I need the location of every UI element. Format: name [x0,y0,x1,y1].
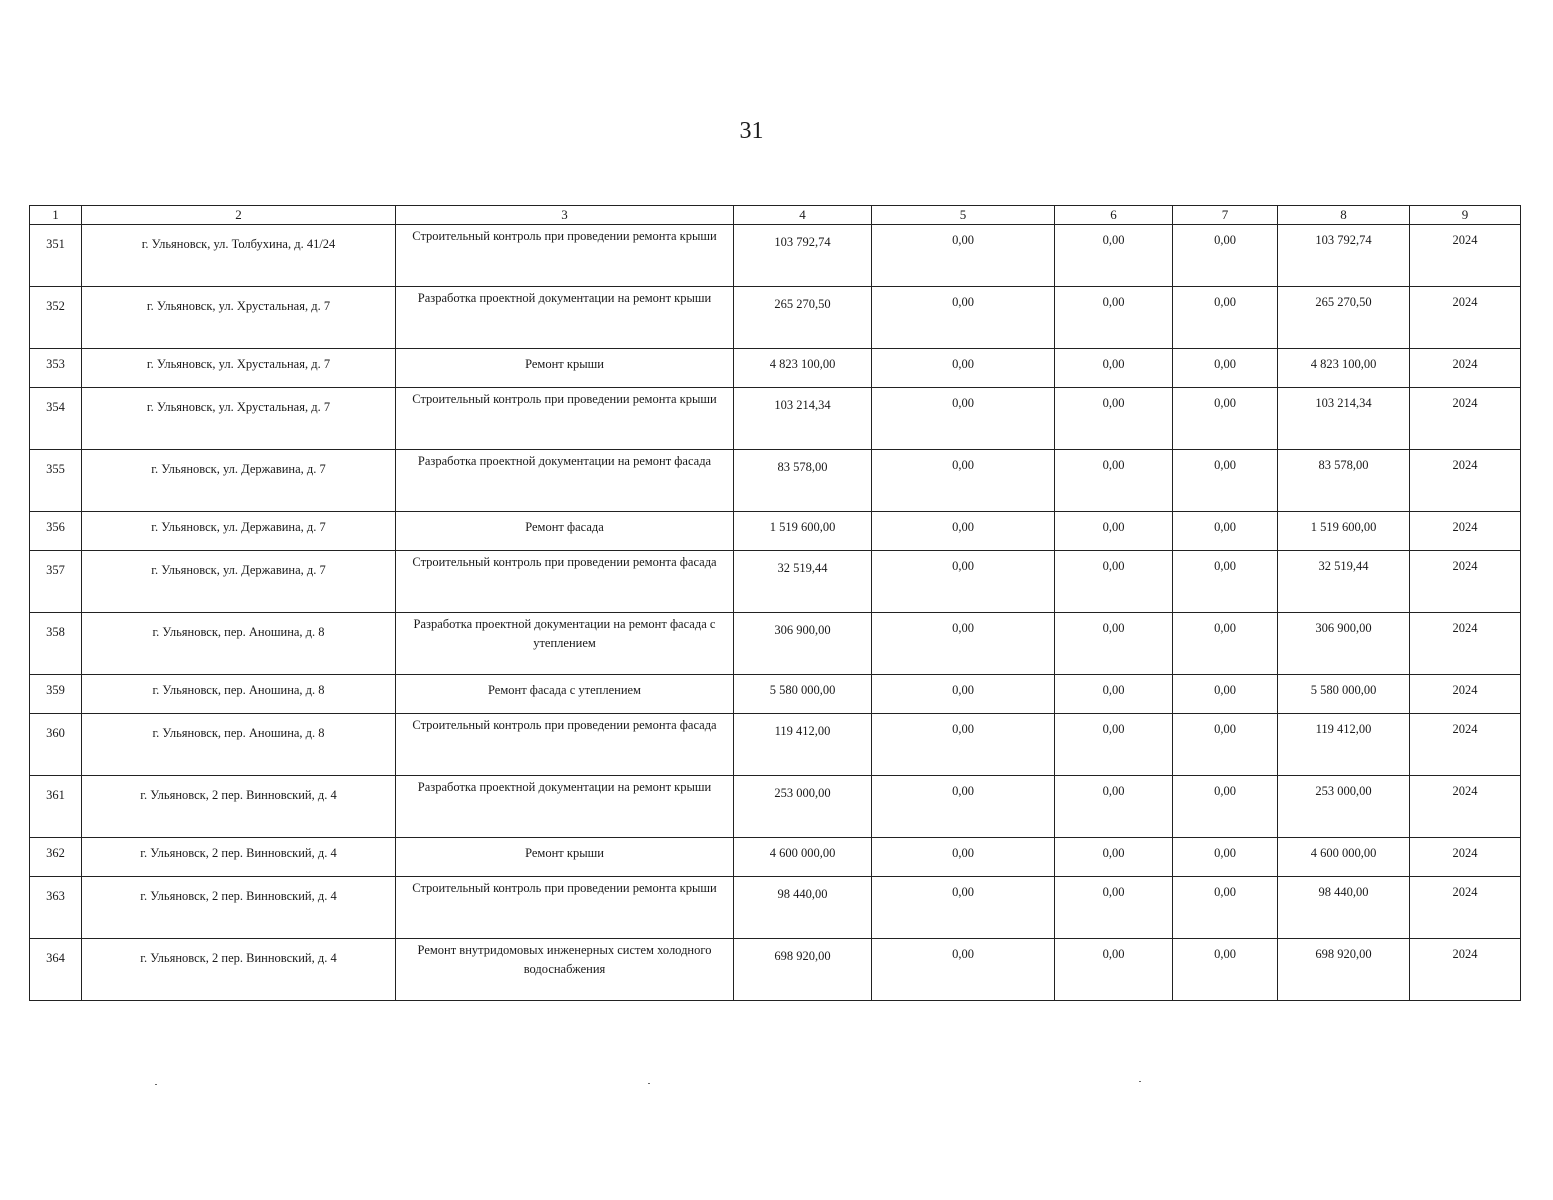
row-col-6: 0,00 [1055,939,1173,1001]
row-year: 2024 [1410,388,1521,450]
row-col-4: 4 823 100,00 [734,349,872,388]
table-row [30,877,1521,939]
row-number: 360 [30,714,82,776]
row-col-8: 98 440,00 [1278,877,1410,939]
row-col-8: 4 823 100,00 [1278,349,1410,388]
row-col-5: 0,00 [872,675,1055,714]
works-table-container [29,205,1520,1001]
row-col-4: 1 519 600,00 [734,512,872,551]
row-col-7: 0,00 [1173,613,1278,675]
row-col-7: 0,00 [1173,551,1278,613]
row-col-6: 0,00 [1055,877,1173,939]
row-col-5: 0,00 [872,388,1055,450]
table-row [30,287,1521,349]
table-row [30,939,1521,1001]
row-year: 2024 [1410,551,1521,613]
row-col-5: 0,00 [872,776,1055,838]
row-number: 357 [30,551,82,613]
row-col-7: 0,00 [1173,877,1278,939]
row-work-type: Строительный контроль при проведении ремонта фасада [396,551,734,613]
row-col-7: 0,00 [1173,450,1278,512]
row-year: 2024 [1410,939,1521,1001]
row-col-6: 0,00 [1055,450,1173,512]
row-col-4: 32 519,44 [734,551,872,613]
row-work-type: Разработка проектной документации на ремонт крыши [396,287,734,349]
row-work-type: Разработка проектной документации на ремонт фасада с утеплением [396,613,734,675]
table-row [30,776,1521,838]
table-row [30,675,1521,714]
row-col-5: 0,00 [872,551,1055,613]
row-col-4: 253 000,00 [734,776,872,838]
row-col-7: 0,00 [1173,776,1278,838]
row-col-7: 0,00 [1173,287,1278,349]
header-col-9: 9 [1410,206,1521,225]
row-col-4: 4 600 000,00 [734,838,872,877]
row-col-5: 0,00 [872,225,1055,287]
row-year: 2024 [1410,287,1521,349]
row-work-type: Ремонт крыши [396,838,734,877]
table-row [30,551,1521,613]
row-col-6: 0,00 [1055,287,1173,349]
row-number: 353 [30,349,82,388]
row-col-8: 32 519,44 [1278,551,1410,613]
row-col-7: 0,00 [1173,225,1278,287]
row-col-5: 0,00 [872,512,1055,551]
row-col-8: 103 214,34 [1278,388,1410,450]
row-number: 362 [30,838,82,877]
row-work-type: Ремонт фасада с утеплением [396,675,734,714]
row-col-5: 0,00 [872,287,1055,349]
row-col-5: 0,00 [872,450,1055,512]
row-col-4: 265 270,50 [734,287,872,349]
row-col-5: 0,00 [872,838,1055,877]
table-body [30,225,1521,1001]
row-col-7: 0,00 [1173,512,1278,551]
row-col-6: 0,00 [1055,551,1173,613]
row-address: г. Ульяновск, 2 пер. Винновский, д. 4 [82,877,396,939]
row-address: г. Ульяновск, ул. Державина, д. 7 [82,450,396,512]
row-col-8: 253 000,00 [1278,776,1410,838]
row-col-4: 103 214,34 [734,388,872,450]
row-address: г. Ульяновск, ул. Хрустальная, д. 7 [82,388,396,450]
header-col-2: 2 [82,206,396,225]
scan-speck [648,1083,650,1084]
row-address: г. Ульяновск, 2 пер. Винновский, д. 4 [82,776,396,838]
row-col-6: 0,00 [1055,776,1173,838]
scan-speck [1139,1081,1141,1082]
row-address: г. Ульяновск, пер. Аношина, д. 8 [82,714,396,776]
header-col-7: 7 [1173,206,1278,225]
row-year: 2024 [1410,349,1521,388]
row-number: 351 [30,225,82,287]
row-col-6: 0,00 [1055,714,1173,776]
table-row [30,512,1521,551]
row-address: г. Ульяновск, ул. Хрустальная, д. 7 [82,349,396,388]
row-col-6: 0,00 [1055,613,1173,675]
row-address: г. Ульяновск, пер. Аношина, д. 8 [82,613,396,675]
row-col-8: 698 920,00 [1278,939,1410,1001]
row-col-4: 5 580 000,00 [734,675,872,714]
row-col-4: 103 792,74 [734,225,872,287]
row-year: 2024 [1410,675,1521,714]
row-col-6: 0,00 [1055,838,1173,877]
table-row [30,838,1521,877]
row-number: 355 [30,450,82,512]
header-col-1: 1 [30,206,82,225]
row-address: г. Ульяновск, пер. Аношина, д. 8 [82,675,396,714]
row-work-type: Строительный контроль при проведении ремонта крыши [396,877,734,939]
table-row [30,388,1521,450]
row-year: 2024 [1410,838,1521,877]
row-col-8: 119 412,00 [1278,714,1410,776]
table-row [30,225,1521,287]
row-work-type: Строительный контроль при проведении ремонта крыши [396,388,734,450]
row-address: г. Ульяновск, 2 пер. Винновский, д. 4 [82,939,396,1001]
row-year: 2024 [1410,225,1521,287]
table-row [30,613,1521,675]
row-number: 361 [30,776,82,838]
header-col-4: 4 [734,206,872,225]
scan-speck [155,1084,157,1085]
row-work-type: Разработка проектной документации на ремонт фасада [396,450,734,512]
row-address: г. Ульяновск, ул. Толбухина, д. 41/24 [82,225,396,287]
row-work-type: Разработка проектной документации на ремонт крыши [396,776,734,838]
row-col-4: 98 440,00 [734,877,872,939]
row-col-4: 698 920,00 [734,939,872,1001]
table-row [30,450,1521,512]
header-col-6: 6 [1055,206,1173,225]
row-col-8: 103 792,74 [1278,225,1410,287]
table-row [30,714,1521,776]
row-col-7: 0,00 [1173,675,1278,714]
row-col-4: 83 578,00 [734,450,872,512]
header-col-3: 3 [396,206,734,225]
row-number: 363 [30,877,82,939]
row-number: 352 [30,287,82,349]
works-table [29,205,1521,1001]
row-col-7: 0,00 [1173,714,1278,776]
row-work-type: Строительный контроль при проведении ремонта фасада [396,714,734,776]
row-address: г. Ульяновск, ул. Державина, д. 7 [82,551,396,613]
row-number: 359 [30,675,82,714]
row-year: 2024 [1410,450,1521,512]
row-col-6: 0,00 [1055,349,1173,388]
row-year: 2024 [1410,613,1521,675]
row-address: г. Ульяновск, ул. Хрустальная, д. 7 [82,287,396,349]
row-year: 2024 [1410,776,1521,838]
row-work-type: Строительный контроль при проведении ремонта крыши [396,225,734,287]
row-col-8: 5 580 000,00 [1278,675,1410,714]
header-col-8: 8 [1278,206,1410,225]
header-col-5: 5 [872,206,1055,225]
row-col-6: 0,00 [1055,675,1173,714]
row-year: 2024 [1410,714,1521,776]
row-col-6: 0,00 [1055,225,1173,287]
row-col-6: 0,00 [1055,388,1173,450]
row-col-6: 0,00 [1055,512,1173,551]
table-header [30,206,1521,225]
row-col-4: 119 412,00 [734,714,872,776]
row-col-5: 0,00 [872,939,1055,1001]
table-row [30,349,1521,388]
row-col-5: 0,00 [872,714,1055,776]
row-col-8: 265 270,50 [1278,287,1410,349]
row-col-8: 306 900,00 [1278,613,1410,675]
row-col-7: 0,00 [1173,388,1278,450]
row-year: 2024 [1410,877,1521,939]
row-year: 2024 [1410,512,1521,551]
row-col-5: 0,00 [872,349,1055,388]
row-col-5: 0,00 [872,613,1055,675]
page-number: 31 [739,118,764,144]
row-work-type: Ремонт фасада [396,512,734,551]
row-number: 354 [30,388,82,450]
row-col-7: 0,00 [1173,349,1278,388]
row-col-7: 0,00 [1173,838,1278,877]
row-number: 358 [30,613,82,675]
row-number: 364 [30,939,82,1001]
row-work-type: Ремонт внутридомовых инженерных систем холодного водоснабжения [396,939,734,1001]
header-row [30,206,1521,225]
row-work-type: Ремонт крыши [396,349,734,388]
row-col-7: 0,00 [1173,939,1278,1001]
row-col-8: 83 578,00 [1278,450,1410,512]
row-col-8: 4 600 000,00 [1278,838,1410,877]
row-col-8: 1 519 600,00 [1278,512,1410,551]
row-number: 356 [30,512,82,551]
row-col-4: 306 900,00 [734,613,872,675]
row-address: г. Ульяновск, ул. Державина, д. 7 [82,512,396,551]
row-col-5: 0,00 [872,877,1055,939]
row-address: г. Ульяновск, 2 пер. Винновский, д. 4 [82,838,396,877]
